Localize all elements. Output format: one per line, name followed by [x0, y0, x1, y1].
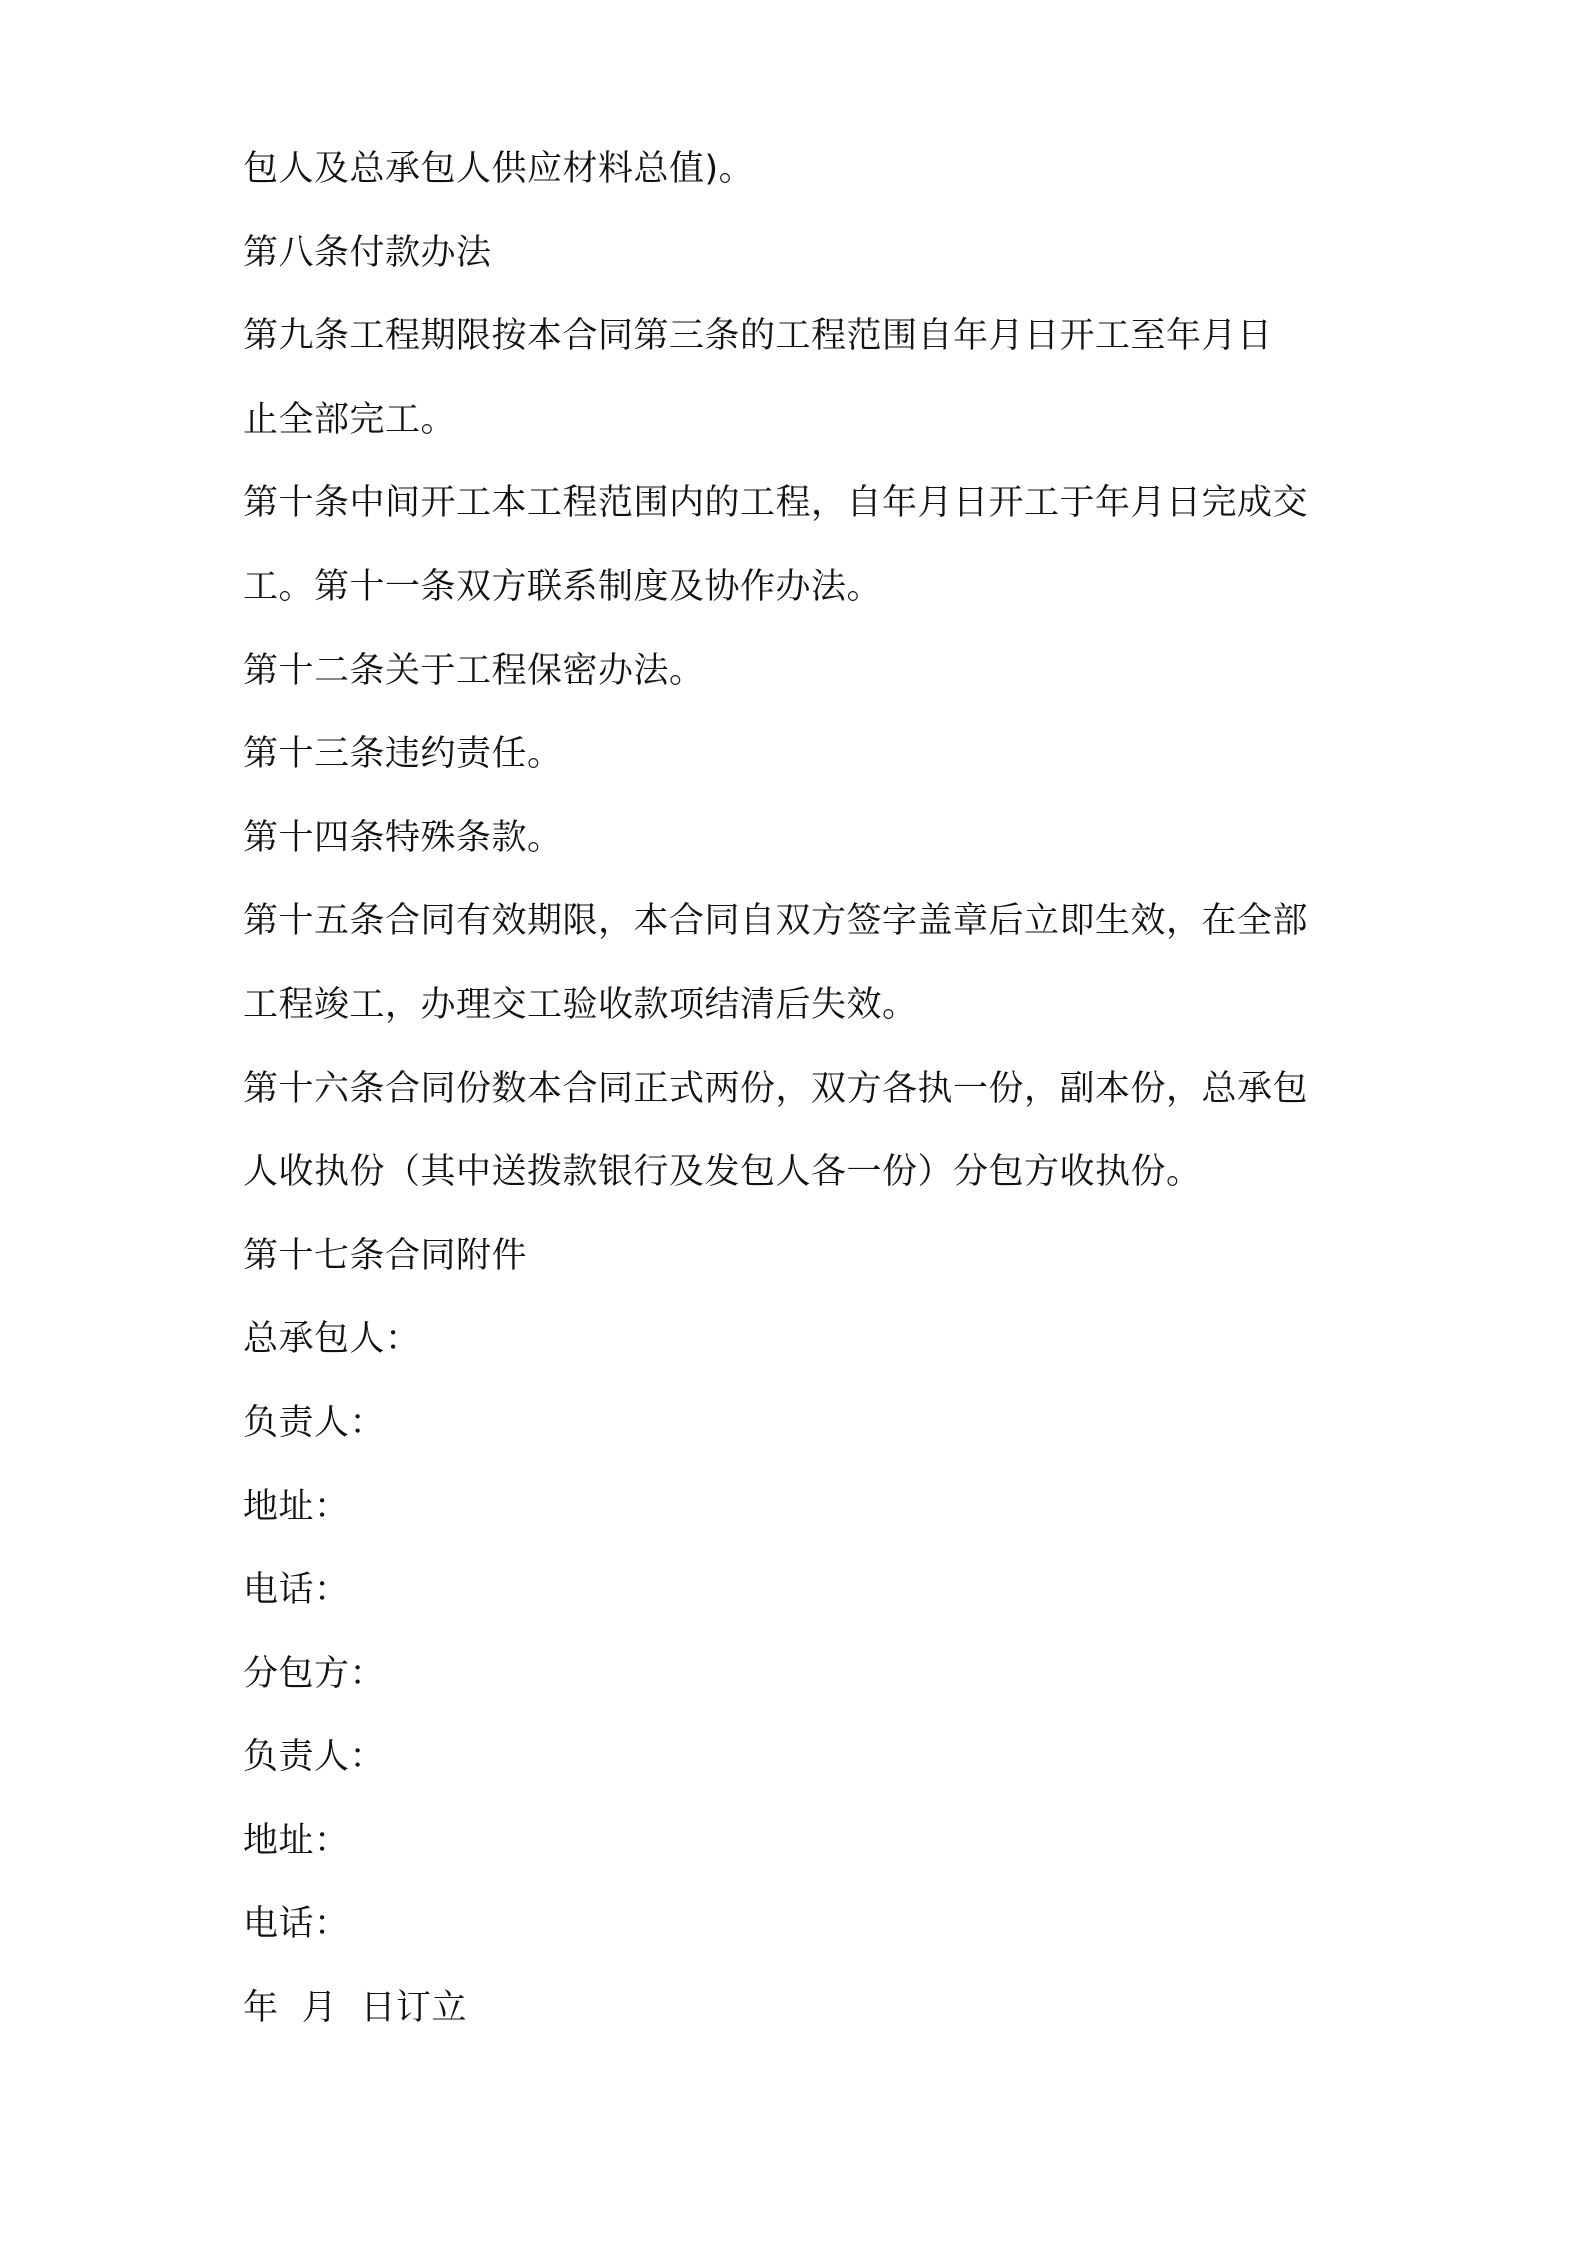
article-16-line-2: 人收执份（其中送拨款银行及发包人各一份）分包方收执份。	[243, 1152, 1202, 1193]
article-13: 第十三条违约责任。	[243, 734, 563, 775]
subcontractor-address-label: 地址：	[243, 1820, 350, 1861]
article-9-line-1: 第九条工程期限按本合同第三条的工程范围自年月日开工至年月日	[243, 316, 1273, 357]
general-contractor-label: 总承包人：	[243, 1319, 421, 1360]
article-15-line-1: 第十五条合同有效期限，本合同自双方签字盖章后立即生效，在全部	[243, 901, 1309, 942]
signing-date-line: 年 月 日订立	[243, 1988, 468, 2029]
subcontractor-label: 分包方：	[243, 1653, 386, 1694]
article-16-line-1: 第十六条合同份数本合同正式两份，双方各执一份，副本份，总承包	[243, 1068, 1309, 1109]
article-10-line-1: 第十条中间开工本工程范围内的工程，自年月日开工于年月日完成交	[243, 483, 1309, 524]
contractor-person-in-charge-label: 负责人：	[243, 1402, 386, 1443]
document-body	[243, 128, 1363, 2051]
subcontractor-person-in-charge-label: 负责人：	[243, 1737, 386, 1778]
article-8-heading: 第八条付款办法	[243, 232, 492, 273]
article-15-line-2: 工程竣工，办理交工验收款项结清后失效。	[243, 984, 918, 1025]
article-10-line-2: 工。第十一条双方联系制度及协作办法。	[243, 566, 883, 607]
article-12: 第十二条关于工程保密办法。	[243, 650, 705, 691]
text-line-1: 包人及总承包人供应材料总值)。	[243, 149, 755, 189]
article-9-line-2: 止全部完工。	[243, 399, 457, 440]
article-14: 第十四条特殊条款。	[243, 817, 563, 858]
article-17: 第十七条合同附件	[243, 1235, 528, 1276]
contractor-address-label: 地址：	[243, 1486, 350, 1527]
contractor-phone-label: 电话：	[243, 1570, 350, 1611]
subcontractor-phone-label: 电话：	[243, 1904, 350, 1945]
